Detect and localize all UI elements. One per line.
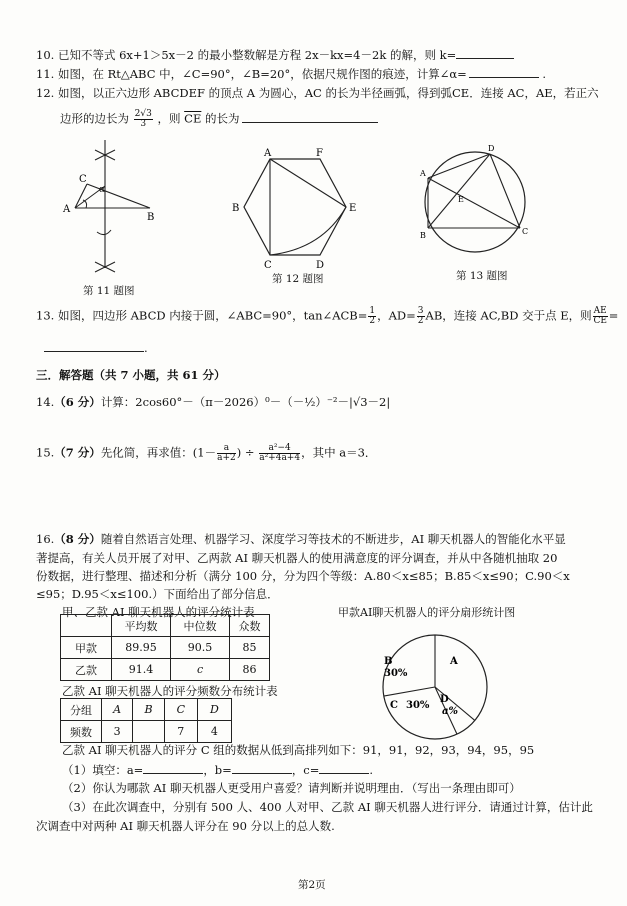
pie-label-d: D: [440, 694, 449, 705]
table2-cell: 频数: [61, 721, 102, 743]
answer-blank-a[interactable]: [143, 762, 203, 774]
fig12-label-b: B: [232, 203, 240, 214]
fig13-line-bd: [428, 154, 490, 228]
table2-header-cell: A: [102, 699, 133, 721]
table1-cell: 乙款: [61, 659, 112, 681]
q13-frac1-num: 1: [369, 306, 376, 316]
table2-row: [61, 721, 232, 743]
q15-tail: ，其中 a＝3．: [301, 445, 377, 460]
fig11-side-ac: [75, 184, 87, 208]
q10-line: [36, 47, 514, 63]
table2-header-cell: 分组: [61, 699, 102, 721]
q15-frac2: [259, 444, 300, 463]
q11-answer-blank[interactable]: [469, 66, 539, 78]
q12-side-fraction: [134, 110, 153, 129]
fig13-label-e: E: [458, 195, 464, 204]
table1-cell: 90.5: [171, 637, 230, 659]
fig12-arc-ce: [270, 207, 346, 255]
fig12-caption: 第 12 题图: [272, 273, 324, 285]
q16-text-line4: ≤95；D.95＜x≤100.）下面给出了部分信息．: [36, 587, 279, 601]
fig13-side-ad: [428, 154, 490, 178]
table2-cell: 7: [164, 721, 197, 743]
table1-cell: 甲款: [61, 637, 112, 659]
table2-header-cell: C: [164, 699, 197, 721]
q15-text: 先化简，再求值：(1－: [100, 445, 217, 460]
table1-row: [61, 659, 270, 681]
fig13-caption: 第 13 题图: [456, 270, 508, 282]
q12-text-post: 的长为: [205, 111, 240, 126]
section-3-heading: 三．解答题（共 7 小题，共 61 分）: [36, 368, 226, 382]
q16-sub1-end: .: [369, 763, 374, 777]
q16-sub2: （2）你认为哪款 AI 聊天机器人更受用户喜爱？请判断并说明理由．（写出一条理由即可）: [62, 781, 521, 795]
q13-frac2: [417, 307, 425, 326]
q15-text-mid: ) ÷: [236, 445, 259, 460]
q12-text-line1: 如图，以正六边形 ABCDEF 的顶点 A 为圆心，AC 的长为半径画弧，得到弧CE．连接 AC，AE，若正六: [57, 86, 599, 100]
q16-score: （8 分）: [54, 532, 101, 546]
q13-frac1: [368, 307, 376, 326]
fig13-side-dc: [490, 154, 520, 228]
q12-text-mid: ，则: [157, 111, 181, 126]
table2: [60, 698, 232, 743]
fig13-label-d: D: [488, 144, 495, 153]
q10-text: 已知不等式 6x+1＞5x－2 的最小整数解是方程 2x－kx=4－2k 的解，则 k=: [57, 48, 457, 62]
fig13-line-ac: [428, 178, 520, 228]
table1-header-cell: 平均数: [112, 615, 171, 637]
q13-line: [36, 307, 618, 326]
table1-cell: 86: [230, 659, 270, 681]
pie-chart-title: 甲款AI聊天机器人的评分扇形统计图: [338, 606, 516, 619]
q15-frac1: [217, 444, 236, 463]
q16-sub1-pre: （1）填空：a=: [62, 763, 144, 777]
table1-header-cell: [61, 615, 112, 637]
pie-slices: [383, 635, 487, 739]
table1-cell: 91.4: [112, 659, 171, 681]
q13-text3: AB，连接 AC,BD 交于点 E，则: [425, 308, 592, 323]
q12-frac-num: 2√3: [134, 109, 152, 119]
fig11-caption: 第 11 题图: [83, 285, 135, 297]
q12-text-pre: 边形的边长为: [60, 111, 129, 126]
table1-header-cell: 中位数: [171, 615, 230, 637]
q15-frac1-num: a: [217, 444, 236, 454]
table1-cell: c: [171, 659, 230, 681]
table1-cell: 85: [230, 637, 270, 659]
q13-text2: ，AD=: [377, 308, 416, 323]
q12-arc-ce: $\overline{CE}$: [184, 111, 202, 126]
q11-text: 如图，在 Rt△ABC 中，∠C=90°，∠B=20°，依据尺规作图的痕迹，计算∠α=: [57, 67, 467, 81]
fig12-label-e: E: [349, 203, 357, 214]
fig11-label-c: C: [79, 174, 87, 185]
table2-title: 乙款 AI 聊天机器人的评分频数分布统计表: [62, 684, 278, 698]
q16-sub3-line1: （3）在此次调查中，分别有 500 人、400 人对甲、乙款 AI 聊天机器人进行评分．请通过计算，估计此: [62, 800, 593, 814]
fig13-label-b: B: [420, 231, 426, 240]
q13-frac3-den: CE: [593, 316, 607, 326]
figure-12: [232, 147, 372, 277]
q13-answer-blank[interactable]: [44, 340, 144, 352]
pie-value-b: 30%: [384, 668, 408, 679]
q13-frac3-num: AE: [593, 306, 607, 316]
table2-cell: 3: [102, 721, 133, 743]
q12-line2: [60, 110, 378, 129]
table2-header-row: [61, 699, 232, 721]
q16-text-line3: 份数据，进行整理、描述和分析（满分 100 分，分为四个等级：A.80＜x≤85；B.85＜x≤90；C.90＜x: [36, 569, 570, 583]
q16-line1: [36, 532, 566, 547]
q15-frac2-num: a²−4: [259, 444, 300, 454]
q13-text4: =: [608, 308, 619, 323]
table1-row: [61, 637, 270, 659]
fig13-label-c: C: [522, 227, 529, 236]
fig12-label-d: D: [316, 260, 325, 271]
q15-frac1-den: a+2: [217, 453, 236, 463]
q16-number: 16.: [36, 532, 55, 546]
q10-answer-blank[interactable]: [456, 47, 514, 59]
q11-line: [36, 66, 546, 82]
pie-label-a: A: [450, 656, 458, 667]
q14-text: 计算：2cos60°－（π－2026）⁰－（－½）⁻²－|√3－2|: [100, 395, 391, 409]
fig12-label-a: A: [264, 148, 272, 159]
fig11-label-alpha: α: [99, 185, 106, 195]
q13-number: 13.: [36, 308, 55, 323]
q12-frac-den: 3: [140, 119, 147, 129]
q16-sub1: [62, 762, 373, 778]
q12-line1: [36, 86, 599, 101]
q12-number: 12.: [36, 86, 55, 100]
table2-cell: [133, 721, 165, 743]
fig13-label-a: A: [420, 169, 426, 178]
table2-header-cell: B: [133, 699, 165, 721]
pie-chart: [370, 622, 500, 752]
pie-value-d: a%: [442, 706, 458, 717]
fig12-label-f: F: [316, 148, 323, 159]
pie-value-c: 30%: [406, 700, 430, 711]
table1: [60, 614, 270, 681]
q16-sub3-line2: 次调查中对两种 AI 聊天机器人评分在 90 分以上的总人数.: [36, 819, 335, 833]
answer-blank-c[interactable]: [319, 762, 369, 774]
q12-answer-blank[interactable]: [242, 111, 378, 123]
q16-sub1-c: ，c=: [291, 763, 320, 777]
fig11-construction-arc: [97, 230, 111, 235]
fig11-label-b: B: [147, 212, 155, 223]
q13-frac2-den: 2: [417, 316, 424, 326]
pie-divider: [384, 687, 435, 696]
fig12-hexagon: [244, 159, 346, 255]
q15-frac2-den: a²+4a+4: [259, 453, 301, 463]
q14-number: 14.: [36, 395, 55, 409]
q15-number: 15.: [36, 445, 55, 460]
q13-answer-line: [44, 340, 148, 356]
answer-blank-b[interactable]: [232, 762, 292, 774]
table2-header-cell: D: [197, 699, 231, 721]
q13-tail: .: [144, 341, 148, 355]
q16-sub1-b: ，b=: [203, 763, 232, 777]
q10-number: 10.: [36, 48, 55, 62]
q13-text1: 如图，四边形 ABCD 内接于圆，∠ABC=90°，tan∠ACB=: [57, 308, 368, 323]
q13-frac3: [593, 307, 608, 326]
pie-label-b: B: [384, 656, 393, 667]
q15-score: （7 分）: [54, 445, 101, 460]
q11-tail: .: [542, 67, 547, 81]
table2-cell: 4: [197, 721, 231, 743]
table1-cell: 89.95: [112, 637, 171, 659]
q15-line: [36, 444, 376, 463]
figure-13: [420, 142, 540, 262]
page-number: 第2页: [298, 879, 326, 891]
fig12-label-c: C: [264, 260, 272, 271]
q16-text-line2: 著提高，有关人员开展了对甲、乙两款 AI 聊天机器人的使用满意度的评分调查，并从中各随机抽取 20: [36, 551, 558, 565]
q13-frac1-den: 2: [369, 316, 376, 326]
q16-text-line1: 随着自然语言处理、机器学习、深度学习等技术的不断进步，AI 聊天机器人的智能化水平显: [100, 532, 566, 546]
table1-header-cell: 众数: [230, 615, 270, 637]
q14-score: （6 分）: [54, 395, 101, 409]
q11-number: 11.: [36, 67, 55, 81]
pie-label-c: C: [390, 700, 398, 711]
q14-line: [36, 395, 390, 410]
fig12-line-ae: [270, 159, 346, 207]
table1-title: 甲、乙款 AI 聊天机器人的评分统计表: [62, 605, 255, 619]
table1-header-row: [61, 615, 270, 637]
fig11-side-cb: [87, 184, 150, 208]
figure-11: [55, 140, 185, 280]
q13-frac2-num: 3: [417, 306, 424, 316]
fig11-label-a: A: [63, 204, 71, 215]
q16-c-group-data: 乙款 AI 聊天机器人的评分 C 组的数据从低到高排列如下：91，91，92，93，94，95，95: [62, 743, 535, 757]
